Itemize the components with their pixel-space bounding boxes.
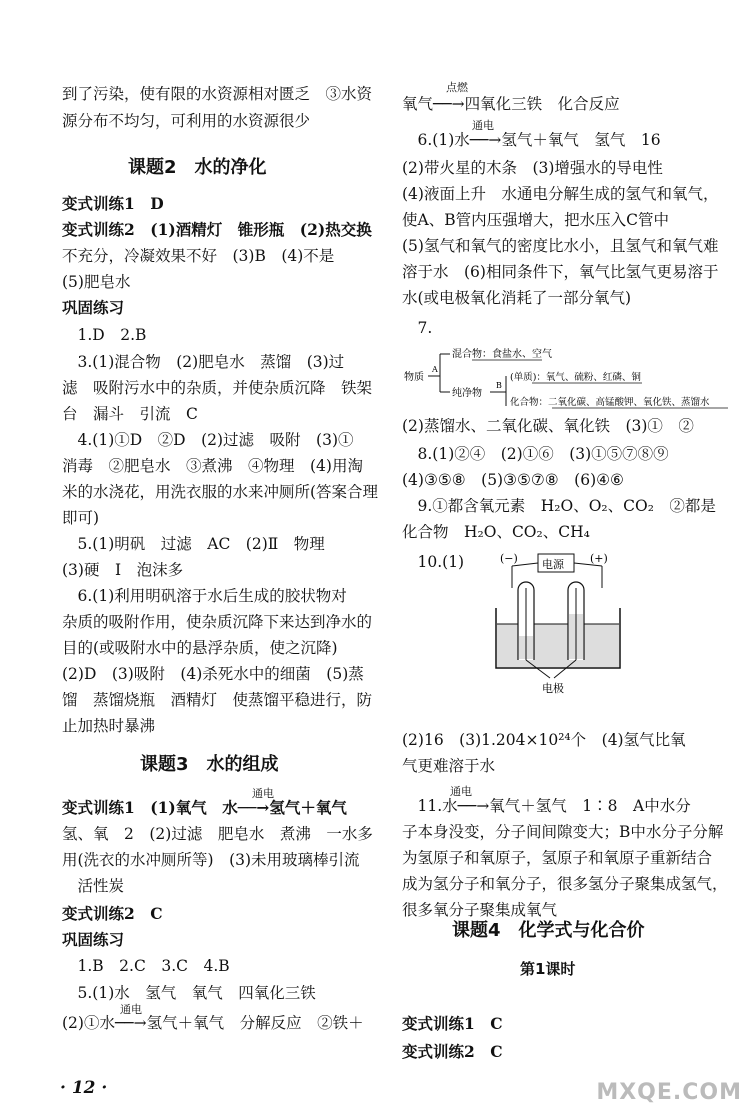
page-number: · 12 · [60,1078,108,1098]
left-text-line: 变式训练2 C [62,904,163,923]
left-text-line: 3.(1)混合物 (2)肥皂水 蒸馏 (3)过 [62,353,345,371]
left-text-line: 止加热时暴沸 [62,717,156,735]
right-text-line: (4)液面上升 水通电分解生成的氢气和氧气， [402,185,719,203]
right-text-line: 为氢原子和氧原子，氢原子和氧原子重新结合 [402,849,713,867]
right-text-line: 8.(1)②④ (2)①⑥ (3)①⑤⑦⑧⑨ [402,445,669,463]
left-text-line: 巩固练习 [62,298,125,317]
left-text-line: 杂质的吸附作用，使杂质沉降下来达到净水的 [62,613,373,631]
left-text-line: 巩固练习 [62,930,125,949]
electrolysis-apparatus-diagram [490,548,630,698]
right-text-line: 化合物 H₂O、CO₂、CH₄ [402,523,590,541]
left-text-line: 1.B 2.C 3.C 4.B [62,957,230,975]
right-text-line: 变式训练1 C [402,1014,503,1033]
left-text-line: 目的(或吸附水中的悬浮杂质，使之沉降) [62,639,338,657]
left-text-line: 6.(1)利用明矾溶于水后生成的胶状物对 [62,587,347,605]
right-text-line: 很多氧分子聚集成氧气 [402,901,558,919]
left-text-line: 即可) [62,509,100,527]
right-text-line: (2)16 (3)1.204×10²⁴个 (4)氢气比氧 [402,731,686,749]
left-text-line: 台 漏斗 引流 C [62,405,198,423]
classify-mixture: 混合物：食盐水、空气 [452,349,552,360]
left-text-line: 变式训练2 (1)酒精灯 锥形瓶 (2)热交换 [62,220,372,239]
right-text-line: 9.①都含氧元素 H₂O、O₂、CO₂ ②都是 [402,497,716,515]
left-text-line: (5)肥皂水 [62,273,131,291]
right-text-line: (4)③⑤⑧ (5)③⑤⑦⑧ (6)④⑥ [402,471,624,489]
arrow-label-electrolysis: 通电 [252,787,274,800]
left-text-line: 不充分，冷凝效果不好 (3)B (4)不是 [62,247,335,265]
right-text-line: 水(或电极氧化消耗了一部分氧气) [402,289,632,307]
right-text-line: (2)蒸馏水、二氧化碳、氧化铁 (3)① ② [402,417,694,435]
right-text-line: 6.(1)水──→氢气＋氧气 氢气 16 [402,131,661,149]
classify-a: A [432,365,438,374]
left-text-line: 用(洗衣的水冲厕所等) (3)未用玻璃棒引流 [62,851,360,869]
left-text-line: 5.(1)水 氢气 氧气 四氧化三铁 [62,984,316,1002]
right-text-line: 使A、B管内压强增大，把水压入C管中 [402,211,669,229]
negative-terminal-label: (−) [500,552,518,565]
arrow-label-electrolysis: 通电 [450,785,472,798]
water [497,624,619,667]
left-text-line: 1.D 2.B [62,326,147,344]
heading-lesson-3: 课题3 水的组成 [140,754,279,775]
electrode-label: 电极 [542,682,564,695]
left-text-line: 消毒 ②肥皂水 ③煮沸 ④物理 (4)用淘 [62,457,363,475]
heading-lesson-4: 课题4 化学式与化合价 [452,920,645,941]
arrow-label-electrolysis: 通电 [472,119,494,132]
right-text-line: 氧气──→四氧化三铁 化合反应 [402,95,620,113]
left-text-line: 活性炭 [62,877,125,895]
left-text-line: 氢、氧 2 (2)过滤 肥皂水 煮沸 一水多 [62,825,373,843]
right-text-line: 7. [402,319,433,337]
left-text-line: 源分布不均匀，可利用的水资源很少 [62,112,311,130]
classify-pure: 纯净物 [452,388,482,399]
right-text-line: 气更难溶于水 [402,757,496,775]
classify-element: (单质)：氧气、硫粉、红磷、铜 [510,372,641,383]
right-text-line: 成为氢分子和氧分子，很多氢分子聚集成氢气， [402,875,728,893]
left-text-line: 馏 蒸馏烧瓶 酒精灯 使蒸馏平稳进行，防 [62,691,373,709]
right-text-line: 11.水──→氧气＋氢气 1∶8 A中水分 [402,797,691,815]
classify-b: B [496,381,502,390]
classification-diagram [402,344,732,410]
left-text-line: 变式训练1 (1)氧气 水──→氢气＋氧气 [62,798,347,817]
left-text-line: 5.(1)明矾 过滤 AC (2)Ⅱ 物理 [62,535,325,553]
left-text-line: 到了污染，使有限的水资源相对匮乏 ③水资 [62,85,373,103]
classify-compound: 化合物：二氧化碳、高锰酸钾、氧化铁、蒸馏水 [510,397,710,408]
left-text-line: 变式训练1 D [62,194,164,213]
positive-terminal-label: (+) [590,552,608,565]
right-text-line: 变式训练2 C [402,1042,503,1061]
arrow-label-ignite: 点燃 [446,81,468,94]
right-text-line: (2)带火星的木条 (3)增强水的导电性 [402,159,663,177]
watermark: MXQE.COM [596,1080,742,1105]
heading-lesson-2: 课题2 水的净化 [128,157,267,178]
classify-root: 物质 [404,372,424,383]
left-text-line: 滤 吸附污水中的杂质，并使杂质沉降 铁架 [62,379,373,397]
left-text-line: (2)①水──→氢气＋氧气 分解反应 ②铁＋ [62,1014,364,1032]
right-text-line: (5)氢气和氧气的密度比水小，且氢气和氧气难 [402,237,719,255]
power-supply-label: 电源 [542,558,564,571]
left-text-line: 4.(1)①D ②D (2)过滤 吸附 (3)① [62,431,354,449]
lesson-period-heading: 第1课时 [520,960,576,978]
right-text-line: 子本身没变，分子间间隙变大；B中水分子分解 [402,823,724,841]
left-text-line: 米的水浇花，用洗衣服的水来冲厕所(答案合理 [62,483,379,501]
left-text-line: (2)D (3)吸附 (4)杀死水中的细菌 (5)蒸 [62,665,364,683]
left-text-line: (3)硬 Ⅰ 泡沫多 [62,561,184,579]
right-text-line: 10.(1) [402,553,465,571]
right-text-line: 溶于水 (6)相同条件下，氧气比氢气更易溶于 [402,263,719,281]
arrow-label-electrolysis: 通电 [120,1003,142,1016]
